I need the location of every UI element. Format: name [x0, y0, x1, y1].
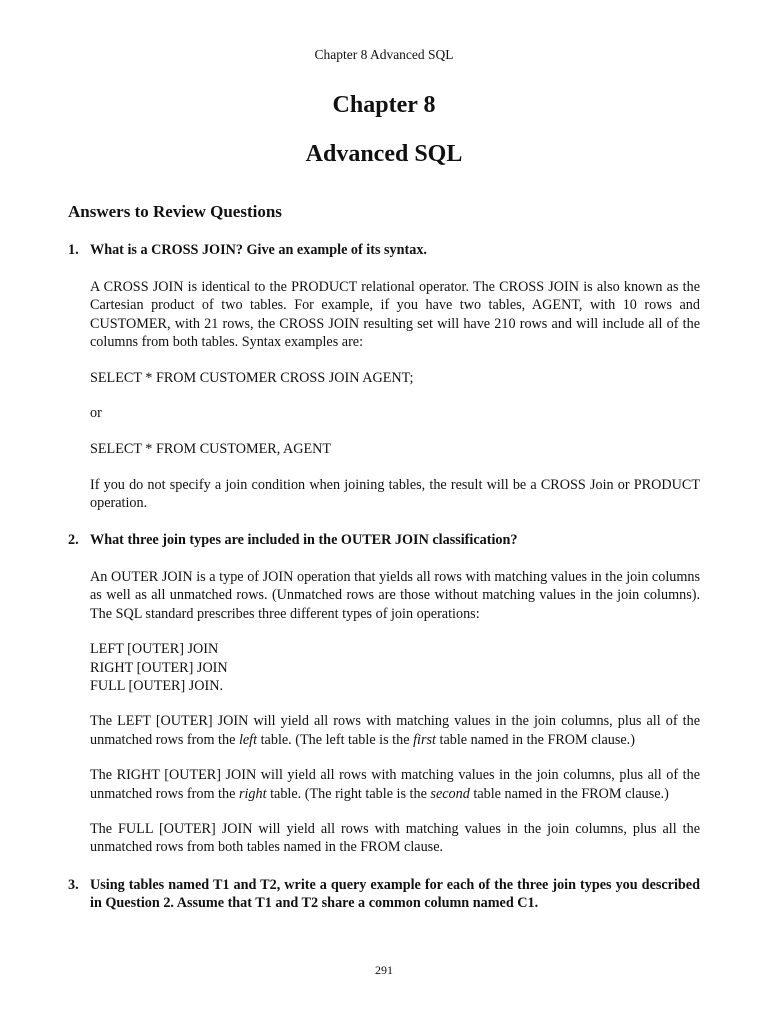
question-3	[68, 876, 700, 912]
answer-2	[90, 568, 700, 856]
join-type: RIGHT [OUTER] JOIN	[90, 659, 228, 676]
answer-paragraph: An OUTER JOIN is a type of JOIN operation that yields all rows with matching values in the join columns as well as all unmatched rows. (Unmatched rows are those without matching values in the join columns). The SQL standard prescribes three different types of join operations:	[90, 569, 700, 622]
chapter-number: Chapter 8	[332, 92, 436, 118]
question-number: 2.	[68, 532, 79, 549]
sql-example: SELECT * FROM CUSTOMER, AGENT	[90, 440, 332, 457]
join-type: LEFT [OUTER] JOIN	[90, 641, 219, 658]
question-1	[68, 241, 700, 259]
answer-1	[90, 278, 700, 512]
conjunction-text: or	[90, 405, 102, 422]
question-text: What three join types are included in the OUTER JOIN classification?	[90, 532, 518, 549]
running-header: Chapter 8 Advanced SQL	[314, 47, 454, 62]
section-heading: Answers to Review Questions	[68, 202, 282, 221]
question-number: 3.	[68, 876, 79, 893]
question-text: What is a CROSS JOIN? Give an example of its syntax.	[90, 242, 427, 258]
question-number: 1.	[68, 242, 79, 258]
sql-example: SELECT * FROM CUSTOMER CROSS JOIN AGENT;	[90, 369, 414, 386]
answer-paragraph: If you do not specify a join condition when joining tables, the result will be a CROSS Join or PRODUCT operation.	[90, 476, 700, 511]
answer-paragraph: A CROSS JOIN is identical to the PRODUCT relational operator. The CROSS JOIN is also known as the Cartesian product of two tables. For example, if you have two tables, AGENT, with 10 rows and CUSTOMER, with 21 rows, the CROSS JOIN resulting set will have 210 rows and will include all of the columns from both tables. Syntax examples are:	[90, 279, 700, 350]
right-join-paragraph: The RIGHT [OUTER] JOIN will yield all rows with matching values in the join columns, plus all of the unmatched rows from the right table. (The right table is the second table named in the FROM clause.)	[90, 767, 700, 802]
chapter-title: Advanced SQL	[305, 141, 463, 167]
join-type: FULL [OUTER] JOIN.	[90, 677, 224, 694]
left-join-paragraph: The LEFT [OUTER] JOIN will yield all rows with matching values in the join columns, plus all of the unmatched rows from the left table. (The left table is the first table named in the FROM clause.)	[90, 713, 700, 748]
page-number: 291	[375, 963, 393, 977]
full-join-paragraph: The FULL [OUTER] JOIN will yield all rows with matching values in the join columns, plus all the unmatched rows from both tables named in the FROM clause.	[90, 821, 700, 856]
document-body	[68, 241, 700, 912]
question-text: Using tables named T1 and T2, write a query example for each of the three join types you described in Question 2. Assume that T1 and T2 share a common column named C1.	[90, 876, 700, 911]
question-2	[68, 531, 700, 549]
